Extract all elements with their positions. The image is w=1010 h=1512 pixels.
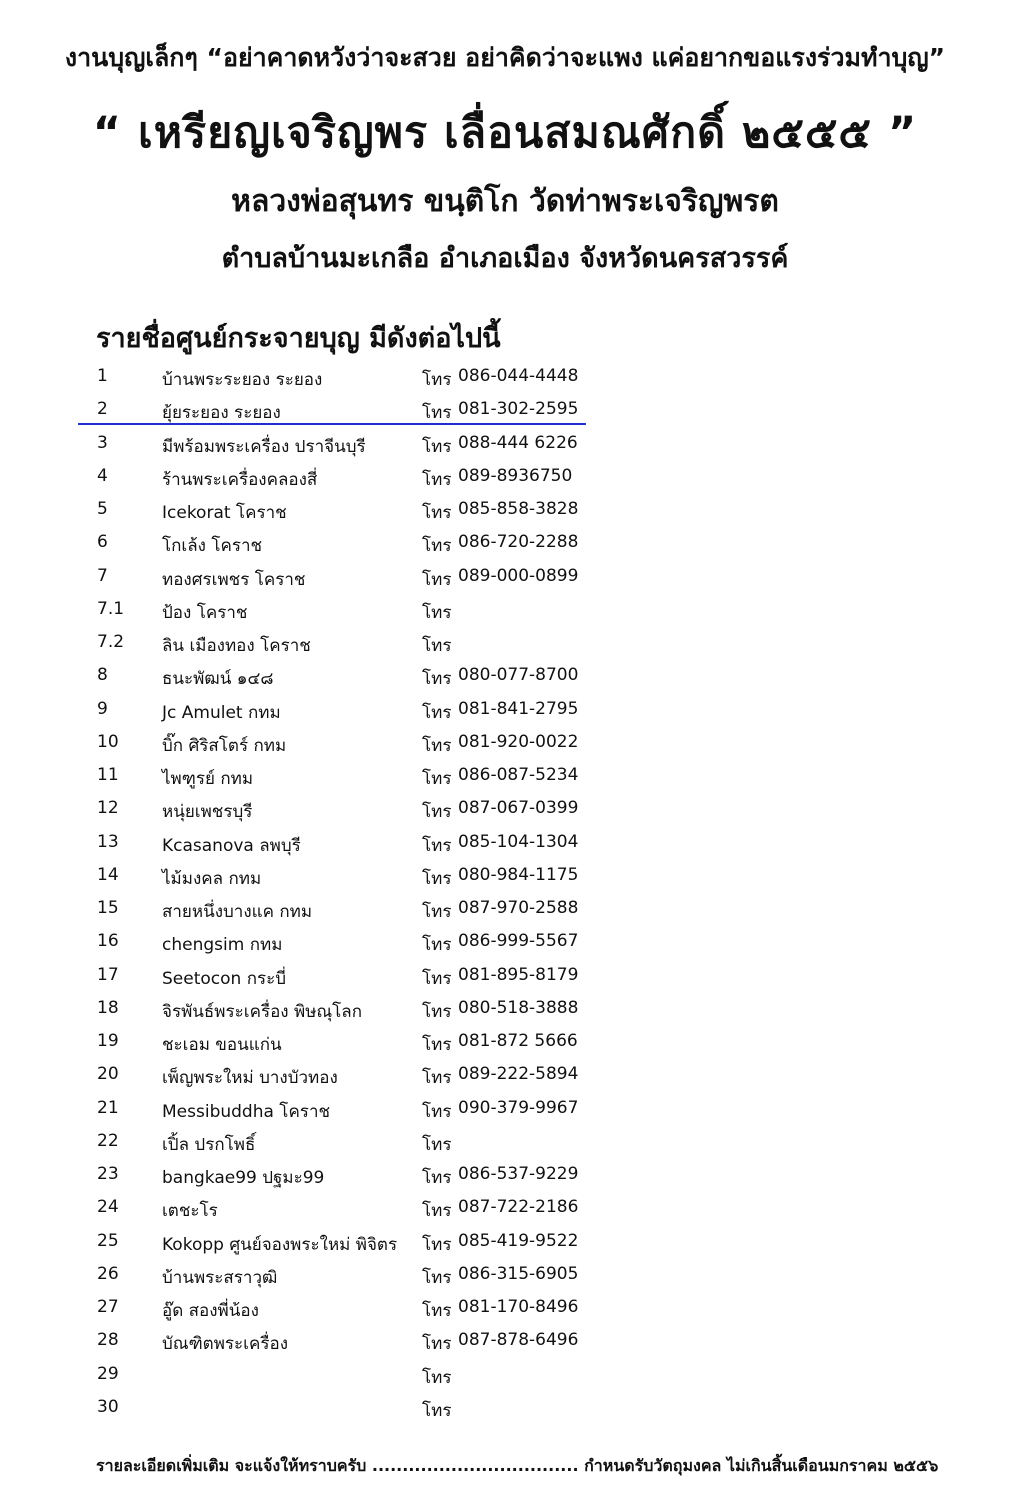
entry-tel-label: โทร xyxy=(422,1301,452,1321)
entry-tel-label: โทร xyxy=(422,769,452,789)
entry-name: ทองศรเพชร โคราช xyxy=(162,569,306,590)
entry-number: 25 xyxy=(97,1230,119,1251)
list-item xyxy=(0,1393,1010,1423)
entry-name: Icekorat โคราช xyxy=(162,503,287,523)
entry-name: Kcasanova ลพบุรี xyxy=(162,835,301,856)
header-subtitle: งานบุญเล็กๆ “อย่าคาดหวังว่าจะสวย อย่าคิดว่าจะแพง แค่อยากขอแรงร่วมทำบุญ” xyxy=(64,43,946,72)
entry-phone: 080-518-3888 xyxy=(458,997,579,1018)
entry-name: เตชะโร xyxy=(162,1201,218,1222)
list-item xyxy=(0,429,1010,459)
entry-name: บ้านพระระยอง ระยอง xyxy=(162,370,323,390)
list-item xyxy=(0,395,1010,425)
entry-number: 14 xyxy=(97,864,119,885)
list-item xyxy=(0,828,1010,858)
entry-tel-label: โทร xyxy=(422,536,452,557)
entry-number: 5 xyxy=(97,499,108,519)
entry-number: 17 xyxy=(97,964,119,985)
entry-tel-label: โทร xyxy=(422,935,452,956)
page-title: “ เหรียญเจริญพร เลื่อนสมณศักดิ์ ๒๕๕๕ ” xyxy=(92,108,918,158)
entry-phone: 089-222-5894 xyxy=(458,1064,579,1085)
entry-name: หนุ่ยเพชรบุรี xyxy=(162,802,253,823)
entry-phone: 085-104-1304 xyxy=(458,831,579,852)
list-item xyxy=(0,1127,1010,1157)
entry-number: 22 xyxy=(97,1130,119,1151)
entry-tel-label: โทร xyxy=(422,636,452,656)
entry-number: 3 xyxy=(97,432,108,453)
entry-name: เพ็ญพระใหม่ บางบัวทอง xyxy=(162,1068,338,1089)
entry-number: 29 xyxy=(97,1363,119,1384)
entry-tel-label: โทร xyxy=(422,469,452,490)
list-item xyxy=(0,861,1010,891)
entry-tel-label: โทร xyxy=(422,868,452,889)
entry-tel-label: โทร xyxy=(422,968,452,989)
list-item xyxy=(0,1260,1010,1290)
list-item xyxy=(0,1227,1010,1257)
entry-number: 28 xyxy=(97,1330,119,1351)
list-item xyxy=(0,462,1010,492)
entry-number: 30 xyxy=(97,1396,119,1417)
entry-phone: 089-000-0899 xyxy=(458,565,579,586)
list-item xyxy=(0,595,1010,625)
entry-phone: 087-878-6496 xyxy=(458,1330,579,1351)
highlight-underline xyxy=(78,423,586,425)
list-item xyxy=(0,728,1010,758)
entry-phone: 086-315-6905 xyxy=(458,1263,579,1284)
entry-phone: 090-379-9967 xyxy=(458,1097,579,1118)
entry-name: Kokopp ศูนย์จองพระใหม่ พิจิตร xyxy=(162,1234,398,1255)
entry-name: ลิน เมืองทอง โคราช xyxy=(162,636,311,656)
entry-name: ป้อง โคราช xyxy=(162,602,248,623)
entry-phone: 089-8936750 xyxy=(458,465,573,486)
entry-number: 7.1 xyxy=(97,598,125,619)
list-item xyxy=(0,661,1010,691)
entry-tel-label: โทร xyxy=(422,1134,452,1155)
entry-name: อู๊ด สองพี่น้อง xyxy=(162,1301,259,1321)
entry-tel-label: โทร xyxy=(422,1334,452,1355)
entry-phone: 085-858-3828 xyxy=(458,499,579,519)
list-item xyxy=(0,562,1010,592)
list-item xyxy=(0,961,1010,991)
entry-number: 18 xyxy=(97,997,119,1018)
entry-name: Seetocon กระบี่ xyxy=(162,968,287,989)
entry-phone: 081-302-2595 xyxy=(458,399,579,420)
entry-phone: 081-895-8179 xyxy=(458,964,579,985)
list-item xyxy=(0,528,1010,558)
entry-number: 7 xyxy=(97,565,108,586)
entry-name: โกเล้ง โคราช xyxy=(162,536,263,557)
entry-tel-label: โทร xyxy=(422,503,452,523)
entry-phone: 088-444 6226 xyxy=(458,432,578,453)
entry-phone: 081-170-8496 xyxy=(458,1297,579,1317)
entry-name: บิ๊ก ศิริสโตร์ กทม xyxy=(162,735,287,756)
entry-number: 16 xyxy=(97,931,119,952)
entry-phone: 086-999-5567 xyxy=(458,931,579,952)
list-item xyxy=(0,927,1010,957)
entry-tel-label: โทร xyxy=(422,1367,452,1388)
list-item xyxy=(0,894,1010,924)
entry-name: ไม้มงคล กทม xyxy=(162,868,262,889)
entry-name: เปิ้ล ปรกโพธิ์ xyxy=(162,1134,256,1155)
list-item xyxy=(0,1293,1010,1323)
entry-name: ยุ้ยระยอง ระยอง xyxy=(162,403,281,424)
entry-number: 24 xyxy=(97,1197,119,1218)
entry-number: 7.2 xyxy=(97,632,125,652)
list-item xyxy=(0,1060,1010,1090)
entry-name: บ้านพระสราวุฒิ xyxy=(162,1267,278,1288)
entry-number: 19 xyxy=(97,1031,119,1051)
entry-phone: 080-077-8700 xyxy=(458,665,579,686)
entry-tel-label: โทร xyxy=(422,602,452,623)
entry-phone: 081-872 5666 xyxy=(458,1031,578,1051)
entry-name: จิรพันธ์พระเครื่อง พิษณุโลก xyxy=(162,1001,363,1022)
entry-number: 10 xyxy=(97,731,119,752)
entry-tel-label: โทร xyxy=(422,1001,452,1022)
entry-phone: 086-044-4448 xyxy=(458,366,579,386)
entry-number: 4 xyxy=(97,465,108,486)
list-item xyxy=(0,1193,1010,1223)
entry-tel-label: โทร xyxy=(422,1035,452,1055)
entry-name: บัณฑิตพระเครื่อง xyxy=(162,1334,289,1355)
list-item xyxy=(0,1094,1010,1124)
entry-tel-label: โทร xyxy=(422,902,452,922)
entry-tel-label: โทร xyxy=(422,1234,452,1255)
entry-number: 27 xyxy=(97,1297,119,1317)
entry-tel-label: โทร xyxy=(422,669,452,690)
list-item xyxy=(0,1360,1010,1390)
list-item xyxy=(0,994,1010,1024)
list-item xyxy=(0,628,1010,658)
entry-tel-label: โทร xyxy=(422,403,452,424)
entry-tel-label: โทร xyxy=(422,569,452,590)
entry-phone: 081-920-0022 xyxy=(458,731,579,752)
list-item xyxy=(0,1326,1010,1356)
entry-name: bangkae99 ปฐมะ99 xyxy=(162,1168,325,1188)
entry-number: 11 xyxy=(97,765,119,785)
list-item xyxy=(0,1160,1010,1190)
entry-phone: 080-984-1175 xyxy=(458,864,579,885)
list-item xyxy=(0,495,1010,525)
entry-tel-label: โทร xyxy=(422,1168,452,1188)
entry-name: มีพร้อมพระเครื่อง ปราจีนบุรี xyxy=(162,436,366,457)
list-item xyxy=(0,362,1010,392)
entry-name: chengsim กทม xyxy=(162,935,283,956)
entry-tel-label: โทร xyxy=(422,1400,452,1421)
entry-phone: 081-841-2795 xyxy=(458,698,579,719)
entry-tel-label: โทร xyxy=(422,1201,452,1222)
entry-phone: 087-722-2186 xyxy=(458,1197,579,1218)
entry-number: 15 xyxy=(97,898,119,918)
entry-name: สายหนึ่งบางแค กทม xyxy=(162,902,313,922)
list-item xyxy=(0,794,1010,824)
entry-phone: 086-720-2288 xyxy=(458,532,579,553)
entry-number: 1 xyxy=(97,366,108,386)
entry-name: Jc Amulet กทม xyxy=(162,702,281,723)
entry-number: 23 xyxy=(97,1164,119,1184)
entry-name: ธนะพัฒน์ ๑๔๘ xyxy=(162,669,274,690)
entry-number: 26 xyxy=(97,1263,119,1284)
entry-number: 8 xyxy=(97,665,108,686)
entry-phone: 085-419-9522 xyxy=(458,1230,579,1251)
footer-note: รายละเอียดเพิ่มเติม จะแจ้งให้ทราบครับ .................................. กำหนดรับวัตถุมงคล ไม่เกินสิ้นเดือนมกราคม ๒๕๕๖ xyxy=(96,1456,939,1475)
entry-number: 6 xyxy=(97,532,108,553)
list-item xyxy=(0,1027,1010,1057)
entry-phone: 087-970-2588 xyxy=(458,898,579,918)
entry-phone: 086-537-9229 xyxy=(458,1164,579,1184)
entry-number: 9 xyxy=(97,698,108,719)
list-item xyxy=(0,695,1010,725)
entry-tel-label: โทร xyxy=(422,1068,452,1089)
entry-tel-label: โทร xyxy=(422,1267,452,1288)
entry-tel-label: โทร xyxy=(422,436,452,457)
list-heading: รายชื่อศูนย์กระจายบุญ มีดังต่อไปนี้ xyxy=(96,323,501,354)
entry-number: 2 xyxy=(97,399,108,420)
entry-tel-label: โทร xyxy=(422,1101,452,1122)
entry-name: ร้านพระเครื่องคลองสี่ xyxy=(162,469,318,490)
entry-tel-label: โทร xyxy=(422,702,452,723)
entry-number: 12 xyxy=(97,798,119,819)
entry-tel-label: โทร xyxy=(422,835,452,856)
entry-tel-label: โทร xyxy=(422,370,452,390)
entry-name: ชะเอม ขอนแก่น xyxy=(162,1035,282,1055)
monk-name: หลวงพ่อสุนทร ขนฺติโก วัดท่าพระเจริญพรต xyxy=(231,184,779,219)
entry-phone: 086-087-5234 xyxy=(458,765,579,785)
entry-tel-label: โทร xyxy=(422,802,452,823)
entry-name: Messibuddha โคราช xyxy=(162,1101,331,1122)
temple-location: ตำบลบ้านมะเกลือ อำเภอเมือง จังหวัดนครสวรรค์ xyxy=(221,243,789,274)
entry-number: 20 xyxy=(97,1064,119,1085)
entry-number: 21 xyxy=(97,1097,119,1118)
entry-phone: 087-067-0399 xyxy=(458,798,579,819)
list-item xyxy=(0,761,1010,791)
entry-number: 13 xyxy=(97,831,119,852)
entry-name: ไพฑูรย์ กทม xyxy=(162,769,254,789)
entry-tel-label: โทร xyxy=(422,735,452,756)
